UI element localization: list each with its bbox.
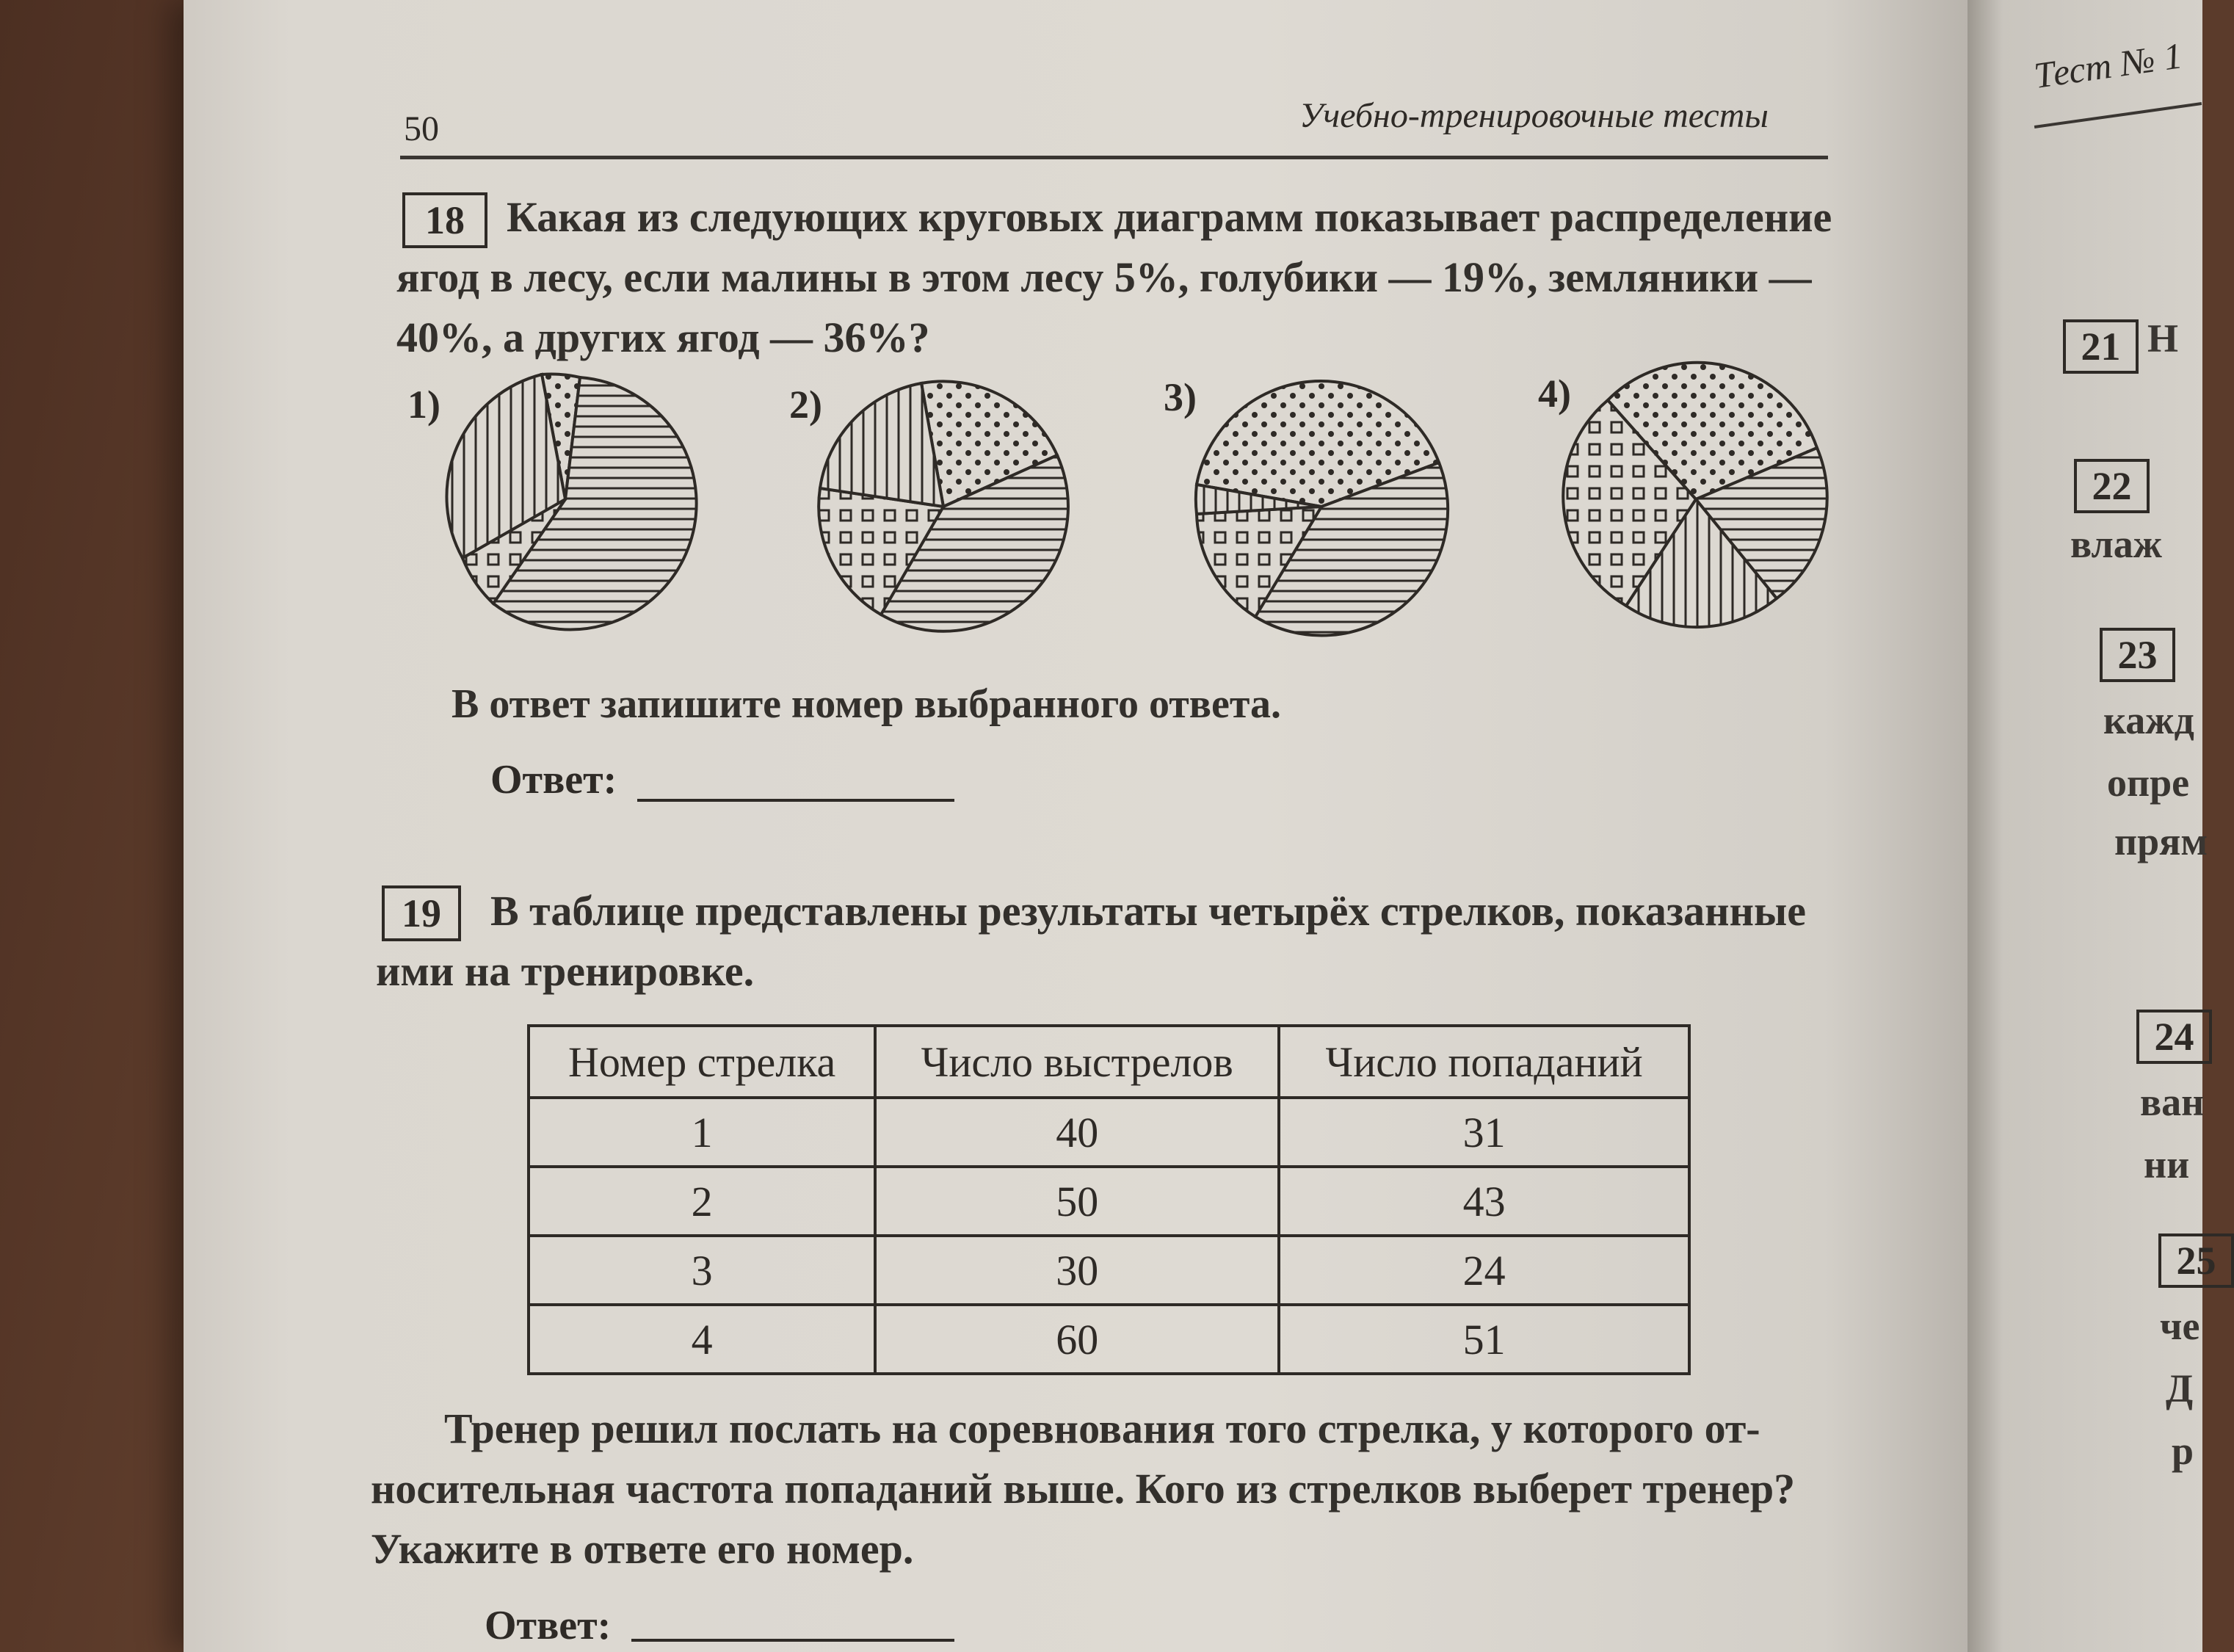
cell-hits: 51	[1279, 1305, 1689, 1374]
running-title: Учебно-тренировочные тесты	[1299, 96, 1769, 135]
cell-shots: 30	[875, 1236, 1279, 1305]
right-task-24: 24	[2136, 1010, 2212, 1064]
right-page	[1968, 0, 2216, 1652]
task18-line-1: Какая из следующих круговых диаграмм показывает распределение	[507, 193, 1832, 241]
pie-label-2: 2)	[789, 383, 822, 427]
cell-shots: 60	[875, 1305, 1279, 1374]
table-row	[529, 1167, 1689, 1236]
right-task-21: 21	[2063, 319, 2139, 374]
task18-answer-line[interactable]	[637, 799, 954, 802]
cell-shooter: 3	[529, 1236, 875, 1305]
cell-shooter: 2	[529, 1167, 875, 1236]
task19-intro-line-2: ими на тренировке.	[376, 947, 755, 995]
right-fragment-1: Н	[2147, 316, 2179, 361]
right-fragment-6: ван	[2140, 1080, 2205, 1124]
task19-intro-line-1: В таблице представлены результаты четырёх стрелков, показанные	[490, 887, 1807, 935]
task19-question-line-3: Укажите в ответе его номер.	[371, 1525, 914, 1573]
right-fragment-9: Д	[2166, 1366, 2194, 1410]
page-number: 50	[404, 109, 439, 148]
header-hits: Число попаданий	[1279, 1026, 1689, 1098]
cell-shooter: 4	[529, 1305, 875, 1374]
cell-hits: 31	[1279, 1098, 1689, 1167]
results-table	[527, 1024, 1691, 1375]
pie-label-1: 1)	[407, 383, 440, 427]
right-fragment-8: че	[2160, 1304, 2200, 1348]
table-header-row	[529, 1026, 1689, 1098]
table-row	[529, 1236, 1689, 1305]
right-fragment-4: опре	[2107, 761, 2190, 805]
task-number-18: 18	[402, 192, 487, 248]
header-shots: Число выстрелов	[875, 1026, 1279, 1098]
task19-answer-line[interactable]	[631, 1639, 954, 1642]
task19-question-line-2: носительная частота попаданий выше. Кого из стрелков выберет тренер?	[371, 1465, 1796, 1512]
right-fragment-5: прям	[2114, 819, 2208, 863]
task18-line-2: ягод в лесу, если малины в этом лесу 5%, голубики — 19%, земляники —	[396, 253, 1812, 301]
right-task-22: 22	[2074, 459, 2150, 513]
task19-answer-label: Ответ:	[485, 1603, 612, 1648]
cell-shooter: 1	[529, 1098, 875, 1167]
task-number-19: 19	[382, 885, 461, 941]
pie-2	[819, 381, 1068, 631]
cell-hits: 43	[1279, 1167, 1689, 1236]
table-row	[529, 1098, 1689, 1167]
cell-hits: 24	[1279, 1236, 1689, 1305]
task18-instruction: В ответ запишите номер выбранного ответа.	[451, 681, 1282, 727]
table-row	[529, 1305, 1689, 1374]
cell-shots: 40	[875, 1098, 1279, 1167]
right-header-rule	[2034, 102, 2202, 128]
pie-1	[446, 374, 696, 630]
right-task-25: 25	[2158, 1233, 2234, 1288]
right-fragment-10: р	[2172, 1429, 2194, 1473]
task18-answer-label: Ответ:	[490, 757, 617, 803]
header-shooter-number: Номер стрелка	[529, 1026, 875, 1098]
cell-shots: 50	[875, 1167, 1279, 1236]
right-fragment-7: ни	[2144, 1142, 2190, 1187]
pie-4	[1563, 363, 1827, 627]
task19-question-line-1: Тренер решил послать на соревнования того стрелка, у которого от-	[444, 1405, 1760, 1452]
right-running-title: Тест № 1	[2031, 35, 2185, 96]
right-fragment-2: влаж	[2070, 522, 2162, 566]
task18-line-3: 40%, а других ягод — 36%?	[396, 314, 930, 361]
right-task-23: 23	[2100, 628, 2175, 682]
pie-label-3: 3)	[1164, 375, 1197, 419]
pie-label-4: 4)	[1538, 372, 1571, 416]
right-fragment-3: кажд	[2103, 698, 2194, 742]
pie-3	[1196, 381, 1448, 636]
